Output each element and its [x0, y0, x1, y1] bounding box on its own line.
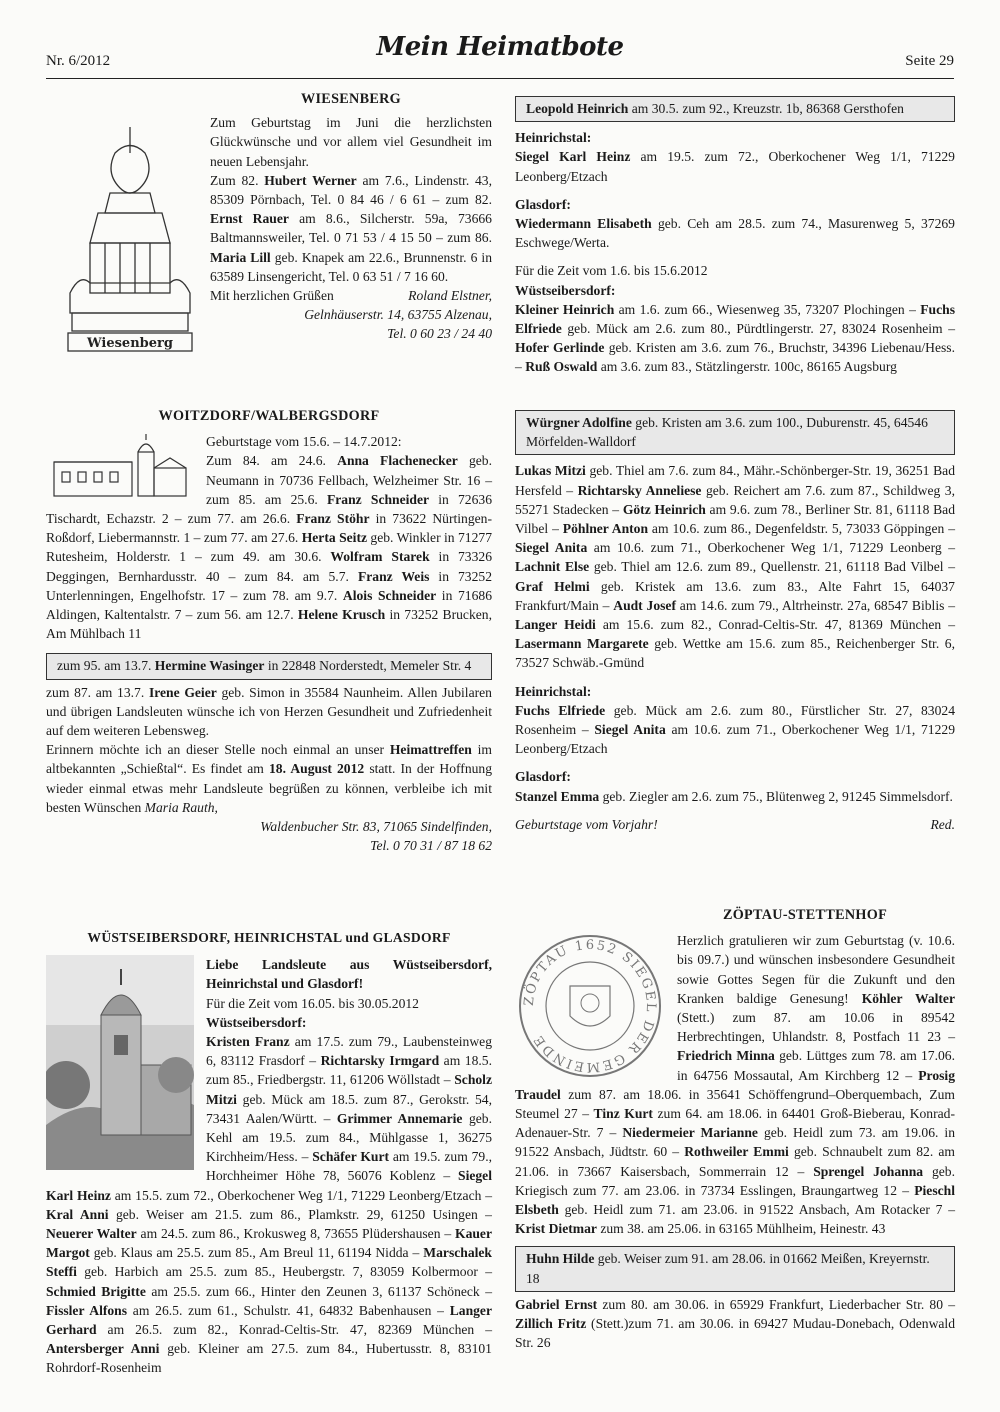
- note: Geburtstage vom Vorjahr!: [515, 816, 658, 832]
- section-wuestseibersdorf: [46, 928, 492, 1378]
- signature-phone: Tel. 0 70 31 / 87 18 62: [370, 838, 492, 854]
- period: Für die Zeit vom 1.6. bis 15.6.2012: [515, 263, 708, 279]
- highlight-box: zum 95. am 13.7. Hermine Wasinger in 22848 Norderstedt, Memeler Str. 4: [46, 653, 492, 679]
- subheading: Heinrichstal:: [515, 130, 592, 146]
- issue-number: Nr. 6/2012: [46, 53, 111, 69]
- newspaper-title: Mein Heimatbote: [376, 32, 624, 62]
- church-village-icon: [46, 432, 194, 504]
- seal-icon: [515, 931, 665, 1081]
- section-zoeptau: [515, 906, 955, 1352]
- highlight-box: Leopold Heinrich am 30.5. zum 92., Kreuzstr. 1b, 86368 Gersthofen: [515, 96, 955, 122]
- woitzdorf-closing: zum 87. am 13.7. Irene Geier geb. Simon in 35584 Naunheim. Allen Jubilaren und übrigen Landsleuten wünsche ich von Herzen Gesundheit und Zufriedenheit auf dem weiteren Lebensweg. Erinnern möchte ich an dieser Stelle noch einmal an unser Heimattreffen im altbekannten „Schießtal“. Es findet am 18. August 2012 statt. In der Hoffnung wieder einmal etwas mehr Landsleute begrüßen zu können, verbleibe ich mit besten Wünschen Maria Rauth,: [46, 684, 493, 815]
- zoeptau-body: ZÖPTAU 1652 SIEGEL DER GEMEINDE Herzlich gratulieren wir zum Geburtstag (v. 10.6. bis 09.7.) und wünschen insbesondere Gesundheit sowie Gottes Segen für die Zukunft und den Kranken baldige Genesung! Köhler Walter (Stett.) zum 87. am 10.06 in 89542 Herbrechtingen, Uhlandstr. 8, Postfach 11 23 – Friedrich Minna geb. Lüttges zum 78. am 17.06. in 64756 Mossautal, Am Kirchberg 12 – Prosig Traudel zum 87. am 18.06. in 35641 Schöffengrund–Oberquembach, Zum Steumel 27 – Tinz Kurt zum 64. am 18.06. in 64401 Groß-Bieberau, Konrad-Adenauer-Str. 7 – Niedermeier Marianne geb. Heidl zum 73. am 19.06. in 91522 Ansbach, Jüdtstr. 60 – Rothweiler Emmi geb. Schnaubelt zum 82. am 21.06. in 73667 Kaisersbach, Sommerrain 12 – Sprengel Johanna geb. Kriegisch zum 77. am 23.06. in 73734 Esslingen, Braungartweg 12 – Pieschl Elsbeth geb. Heidl zum 71. am 23.06. in 91522 Ansbach, Am Rotacker 7 – Krist Dietmar zum 38. am 25.06. in 63165 Mühlheim, Heinestr. 43: [515, 933, 956, 1237]
- subheading: Glasdorf:: [515, 769, 571, 785]
- entry: Wiedermann Elisabeth geb. Ceh am 28.5. zum 74., Masurenweg 5, 37269 Eschwege/Werta.: [515, 216, 955, 251]
- date-range: Geburtstage vom 15.6. – 14.7.2012:: [206, 434, 402, 450]
- entry-list: Gabriel Ernst zum 80. am 30.06. in 65929 Frankfurt, Liederbacher Str. 80 – Zillich Fritz (Stett.)zum 71. am 30.06. in 69427 Mudau-Donebach, Odenwald Str. 26: [515, 1296, 955, 1351]
- greeting: Mit herzlichen Grüßen: [210, 288, 334, 304]
- entry: Siegel Karl Heinz am 19.5. zum 72., Oberkochener Weg 1/1, 71229 Leonberg/Etzach: [515, 149, 955, 184]
- church-photo: [46, 955, 194, 1170]
- wuestseibersdorf-body: Liebe Landsleute aus Wüstseibersdorf, Heinrichstal und Glasdorf! Für die Zeit vom 16.05. bis 30.05.2012 Wüstseibersdorf: Kristen Franz am 17.5. zum 79., Laubensteinweg 6, 83112 Frasdorf – Richtarsky Irmgard am 18.5. zum 85., Friedbergstr. 11, 61206 Wöllstadt – Scholz Mitzi geb. Mück am 18.5. zum 87., Gerokstr. 54, 73431 Aalen/Württ. – Grimmer Annemarie geb. Kehl am 19.5. zum 84., Mühlgasse 1, 36275 Kirchheim/Hess. – Schäfer Kurt am 19.5. zum 79., Horchheimer Höhe 78, 56076 Koblenz – Siegel Karl Heinz am 15.5. zum 72., Oberkochener Weg 1/1, 71229 Leonberg/Etzach – Kral Anni geb. Weiser am 21.5. zum 86., Plamkstr. 29, 61250 Usingen – Neuerer Walter am 24.5. zum 86., Krokusweg 8, 73655 Plüdershausen – Kauer Margot geb. Klaus am 25.5. zum 85., Am Breul 11, 61194 Nidda – Marschalek Steffi geb. Harbich am 25.5. zum 85., Heubergstr. 7, 83059 Kolbermoor – Schmied Brigitte am 25.5. zum 66., Hinter den Zeunen 3, 61137 Schöneck – Fissler Alfons am 26.5. zum 61., Schulstr. 41, 64832 Babenhausen – Langer Gerhard am 26.5. zum 82., Konrad-Celtis-Str. 47, 82369 München – Antersberger Anni geb. Kleiner am 27.5. zum 84., Hubertusstr. 8, 83101 Rohrdorf-Rosenheim: [46, 955, 492, 1377]
- section-right-mid: [515, 410, 955, 834]
- entry: Stanzel Emma geb. Ziegler am 2.6. zum 75., Blütenweg 2, 91245 Simmelsdorf.: [515, 788, 953, 804]
- section-heading: WIESENBERG: [301, 91, 401, 107]
- period: Für die Zeit vom 16.05. bis 30.05.2012: [206, 995, 419, 1011]
- page-header: [46, 32, 954, 76]
- section-heading: WOITZDORF/WALBERGSDORF: [158, 408, 380, 424]
- church-photo-image: [46, 955, 194, 1170]
- subheading: Wüstseibersdorf:: [515, 282, 616, 298]
- section-heading: ZÖPTAU-STETTENHOF: [722, 907, 888, 923]
- woitzdorf-body: Geburtstage vom 15.6. – 14.7.2012: Zum 84. am 24.6. Anna Flachenecker geb. Neumann in 70736 Fellbach, Welzheimer Str. 16 – zum 85. am 25.6. Franz Schneider in 72636 Tischardt, Echazstr. 2 – zum 77. am 26.6. Franz Stöhr in 73622 Nürtingen-Roßdorf, Liebermannstr. 1 – zum 77. am 27.6. Herta Seitz geb. Winkler in 71277 Rutesheim, Holderstr. 1 – zum 49. am 30.6. Wolfram Starek in 73326 Deggingen, Bernhardusstr. 40 – zum 84. am 5.7. Franz Weis in 73252 Unterlenningen, Engelhofstr. 17 – zum 78. am 9.7. Alois Schneider in 71686 Aldingen, Kaltentalstr. 7 – zum 56. am 12.7. Helene Krusch in 73252 Brucken, Am Mühlbach 11: [46, 434, 492, 642]
- entry-list: Kleiner Heinrich am 1.6. zum 66., Wiesenweg 35, 73207 Plochingen – Fuchs Elfriede geb. Mück am 2.6. zum 80., Pürdtlingerstr. 27, 83024 Rosenheim – Hofer Gerlinde geb. Kristen am 3.6. zum 76., Bruchstr, 34396 Liebenau/Hess. – Ruß Oswald am 3.6. zum 83., Stätzlingerstr. 100c, 86165 Augsburg: [515, 301, 955, 375]
- editor-mark: Red.: [930, 816, 955, 832]
- signature-phone: Tel. 0 60 23 / 24 40: [387, 326, 492, 342]
- section-right-top: [515, 96, 955, 377]
- entry-list: Fuchs Elfriede geb. Mück am 2.6. zum 80., Fürstlicher Str. 27, 83024 Rosenheim – Siegel Anita am 10.6. zum 71., Oberkochener Weg 1/1, 71229 Leonberg/Etzach: [515, 702, 955, 757]
- emblem-label: Wiesenberg: [87, 336, 173, 352]
- header-rule: [46, 78, 954, 79]
- highlight-box: Huhn Hilde geb. Weiser zum 91. am 28.06. in 01662 Meißen, Kreyernstr. 18: [515, 1246, 955, 1291]
- svg-text:ZÖPTAU 1652 SIEGEL DER GEMEIND: [521, 938, 658, 1074]
- subheading: Wüstseibersdorf:: [206, 1014, 307, 1030]
- section-woitzdorf: [46, 407, 492, 855]
- signature-name: Roland Elstner,: [408, 288, 492, 304]
- municipal-seal: [515, 931, 667, 1083]
- signature-address: Waldenbucher Str. 83, 71065 Sindelfinden,: [260, 819, 492, 835]
- village-illustration: [46, 432, 194, 504]
- wiesenberg-intro: Zum Geburtstag im Juni die herzlichsten Glückwünsche und vor allem viel Gesundheit im neuen Lebensjahr.: [210, 115, 492, 169]
- intro-greeting: Liebe Landsleute aus Wüstseibersdorf, Heinrichstal und Glasdorf!: [206, 957, 492, 992]
- highlight-box: Würgner Adolfine geb. Kristen am 3.6. zum 100., Duburenstr. 45, 64546 Mörfelden-Walldorf: [515, 410, 955, 455]
- page-number: Seite 29: [905, 53, 954, 69]
- wiesenberg-emblem: [60, 113, 200, 353]
- subheading: Glasdorf:: [515, 196, 571, 212]
- fountain-emblem-icon: [60, 113, 200, 353]
- entry-list: Lukas Mitzi geb. Thiel am 7.6. zum 84., Mähr.-Schönberger-Str. 19, 36251 Bad Hersfeld – Richtarsky Anneliese geb. Reichert am 7.6. zum 87., Schildweg 3, 55271 Stadecken – Götz Heinrich am 9.6. zum 78., Berliner Str. 81, 61118 Bad Vilbel – Pöhlner Anton am 10.6. zum 86., Degenfeldstr. 5, 73033 Göppingen – Siegel Anita am 10.6. zum 71., Oberkochener Weg 1/1, 71229 Leonberg – Lachnit Else geb. Thiel am 12.6. zum 89., Quellenstr. 21, 61118 Bad Vilbel – Graf Helmi geb. Kristek am 13.6. zum 83., Alte Fahrt 15, 64037 Frankfurt/Main – Audt Josef am 14.6. zum 79., Altrheinstr. 27a, 68547 Biblis – Langer Heidi am 15.6. zum 82., Conrad-Celtis-Str. 47, 81369 München – Lasermann Margarete geb. Wettke am 15.6. zum 85., Reichenberger Str. 6, 73527 Schwäb.-Gmünd: [515, 463, 956, 671]
- signature-name: Maria Rauth,: [144, 799, 218, 815]
- section-heading: WÜSTSEIBERSDORF, HEINRICHSTAL und GLASDORF: [87, 930, 451, 945]
- subheading: Heinrichstal:: [515, 683, 592, 699]
- wiesenberg-entries: Zum 82. Hubert Werner am 7.6., Lindenstr. 43, 85309 Pörnbach, Tel. 0 84 46 / 6 61 – zum 82. Ernst Rauer am 8.6., Silcherstr. 59a, 73666 Baltmannsweiler, Tel. 0 71 53 / 4 15 50 – zum 86. Maria Lill geb. Knapek am 22.6., Brunnenstr. 6 in 63589 Linsengericht, Tel. 0 63 51 / 7 16 60.: [210, 172, 493, 284]
- signature-address: Gelnhäuserstr. 14, 63755 Alzenau,: [304, 307, 492, 323]
- seal-text: ZÖPTAU 1652 SIEGEL DER GEMEINDE: [521, 938, 659, 1075]
- section-wiesenberg: [60, 90, 493, 352]
